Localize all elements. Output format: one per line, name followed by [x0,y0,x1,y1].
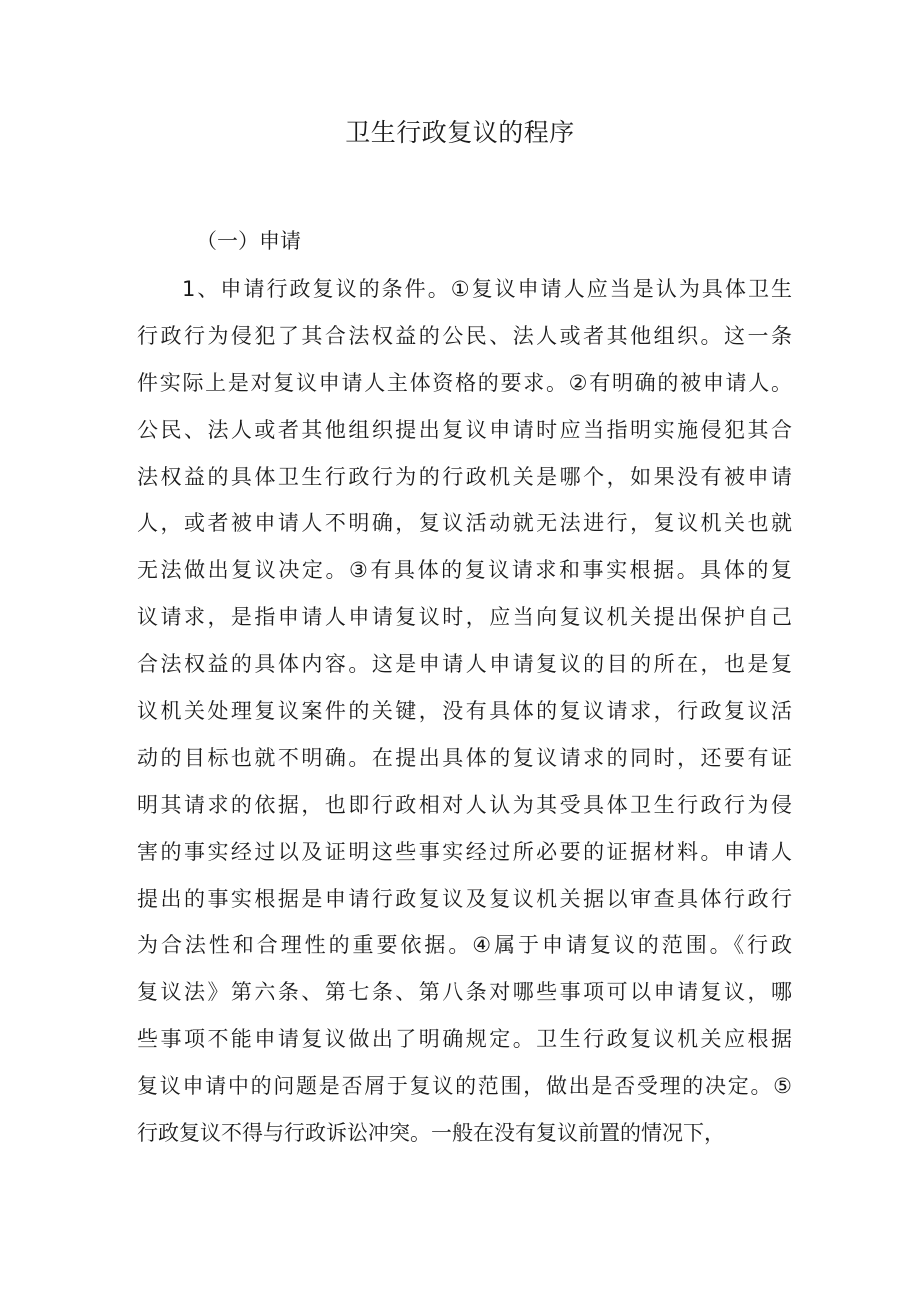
paragraph-line: 复议法》第六条、第七条、第八条对哪些事项可以申请复议，哪 [137,980,792,1005]
paragraph-line: 动的目标也就不明确。在提出具体的复议请求的同时，还要有证 [137,745,792,770]
paragraph-line: 议请求，是指申请人申请复议时，应当向复议机关提出保护自己 [137,605,792,630]
paragraph-line: 1、申请行政复议的条件。①复议申请人应当是认为具体卫生 [182,277,792,301]
paragraph-line: 人，或者被申请人不明确，复议活动就无法进行，复议机关也就 [137,511,792,536]
paragraph-line: 合法权益的具体内容。这是申请人申请复议的目的所在，也是复 [137,652,792,677]
body-paragraph [137,266,792,1157]
paragraph-line: 害的事实经过以及证明这些事实经过所必要的证据材料。申请人 [137,839,792,864]
paragraph-line: 公民、法人或者其他组织提出复议申请时应当指明实施侵犯其合 [137,417,792,442]
paragraph-line: 行政行为侵犯了其合法权益的公民、法人或者其他组织。这一条 [137,323,792,348]
paragraph-line: 为合法性和合理性的重要依据。④属于申请复议的范围。《行政 [137,933,792,958]
paragraph-line: 明其请求的依据，也即行政相对人认为其受具体卫生行政行为侵 [137,792,792,817]
document-title: 卫生行政复议的程序 [345,118,575,147]
paragraph-line: 无法做出复议决定。③有具体的复议请求和事实根据。具体的复 [137,558,792,583]
paragraph-line: 复议申请中的问题是否屑于复议的范围，做出是否受理的决定。⑤ [137,1074,792,1099]
paragraph-line: 件实际上是对复议申请人主体资格的要求。②有明确的被申请人。 [137,370,792,395]
paragraph-line: 些事项不能申请复议做出了明确规定。卫生行政复议机关应根据 [137,1027,792,1052]
paragraph-line: 行政复议不得与行政诉讼冲突。一般在没有复议前置的情况下， [137,1121,725,1146]
paragraph-line: 法权益的具体卫生行政行为的行政机关是哪个，如果没有被申请 [137,464,792,489]
paragraph-line: 议机关处理复议案件的关键，没有具体的复议请求，行政复议活 [137,699,792,724]
section-heading: （一）申请 [196,229,301,253]
paragraph-line: 提出的事实根据是申请行政复议及复议机关据以审查具体行政行 [137,886,792,911]
